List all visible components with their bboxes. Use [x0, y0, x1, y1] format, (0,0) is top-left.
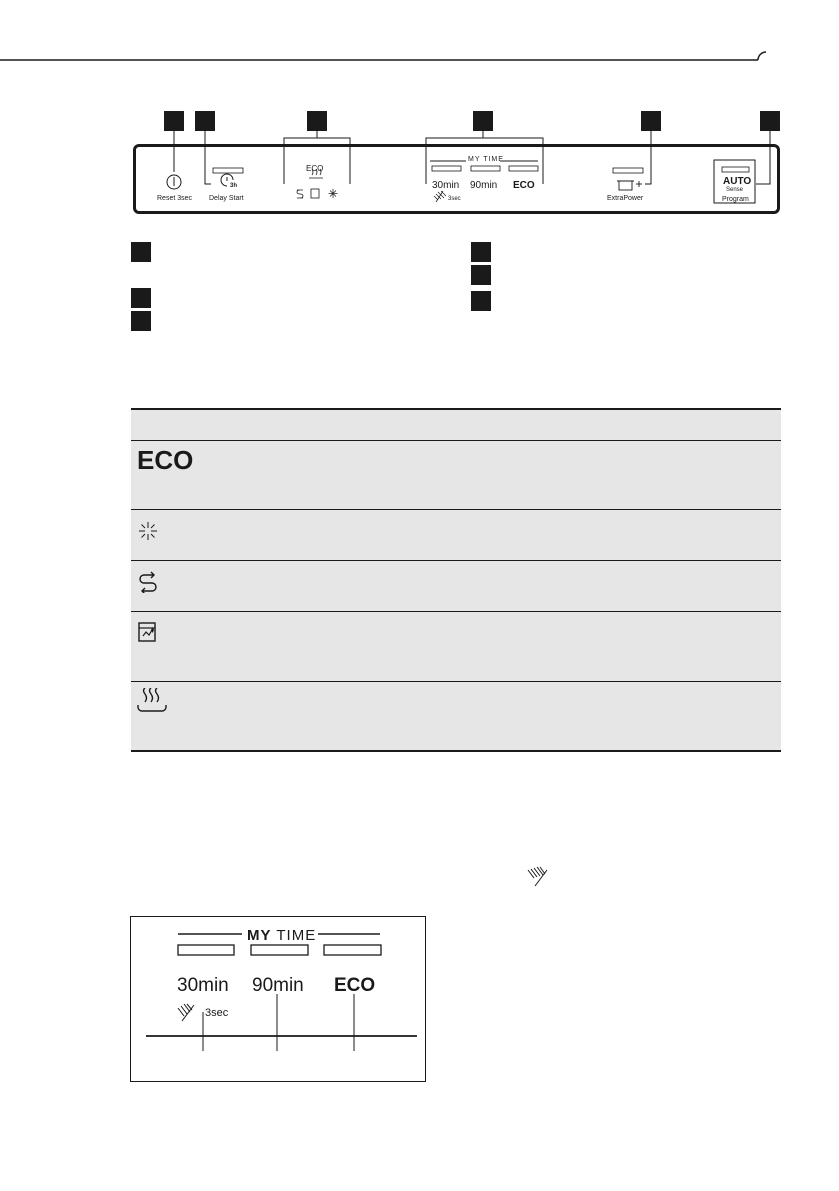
sense-label: Sense: [726, 187, 744, 193]
legend-marker-6: [471, 291, 491, 311]
extrapower-label: ExtraPower: [607, 195, 644, 202]
machine-care-icon: [137, 620, 159, 644]
table-header: [131, 408, 781, 441]
option-30min-large[interactable]: 30min: [177, 975, 229, 996]
airdry-steam-icon: [135, 688, 169, 714]
machine-care-small-icon: [311, 189, 319, 198]
mytime-heading: MY TIME: [247, 927, 317, 944]
salt-refill-icon: [137, 571, 159, 593]
rinse-spray-small-icon: [434, 191, 446, 202]
salt-small-icon: [297, 190, 303, 198]
rinse-aid-sparkle-icon: [137, 520, 159, 542]
eco-indicator-label: ECO: [306, 164, 324, 173]
delay-icon-text: 3h: [230, 183, 238, 189]
mytime-title: MY TIME: [468, 156, 504, 163]
auto-label: AUTO: [723, 176, 752, 187]
table-row: [131, 612, 781, 682]
option-eco[interactable]: ECO: [513, 180, 535, 191]
option-30min[interactable]: 30min: [432, 180, 460, 191]
rinse-spray-icon: [525, 866, 551, 888]
option-eco-large[interactable]: ECO: [334, 975, 376, 996]
legend-marker-1: [131, 242, 151, 262]
mytime-figure-graphics: [130, 916, 426, 1082]
program-label: Program: [722, 196, 749, 203]
option-90min-large[interactable]: 90min: [252, 975, 304, 996]
rinse-3sec-label: 3sec: [448, 196, 461, 202]
reset-label: Reset 3sec: [157, 195, 193, 202]
delay-start-label: Delay Start: [209, 195, 244, 202]
rinse-aid-small-icon: [329, 189, 338, 198]
table-row: [131, 441, 781, 510]
table-row: [131, 682, 781, 752]
legend-marker-2: [131, 288, 151, 308]
eco-text-icon: ECO: [137, 445, 194, 475]
extra-power-pot-icon: [617, 181, 642, 190]
legend-marker-4: [471, 242, 491, 262]
legend-marker-3: [131, 311, 151, 331]
panel-graphics: [0, 0, 839, 230]
table-row: [131, 510, 781, 561]
table-row: [131, 561, 781, 612]
option-90min[interactable]: 90min: [470, 180, 498, 191]
legend-marker-5: [471, 265, 491, 285]
rinse-3sec-large-label: 3sec: [205, 1007, 229, 1019]
rinse-spray-large-icon: [178, 1004, 194, 1021]
indicator-table: [131, 408, 781, 752]
